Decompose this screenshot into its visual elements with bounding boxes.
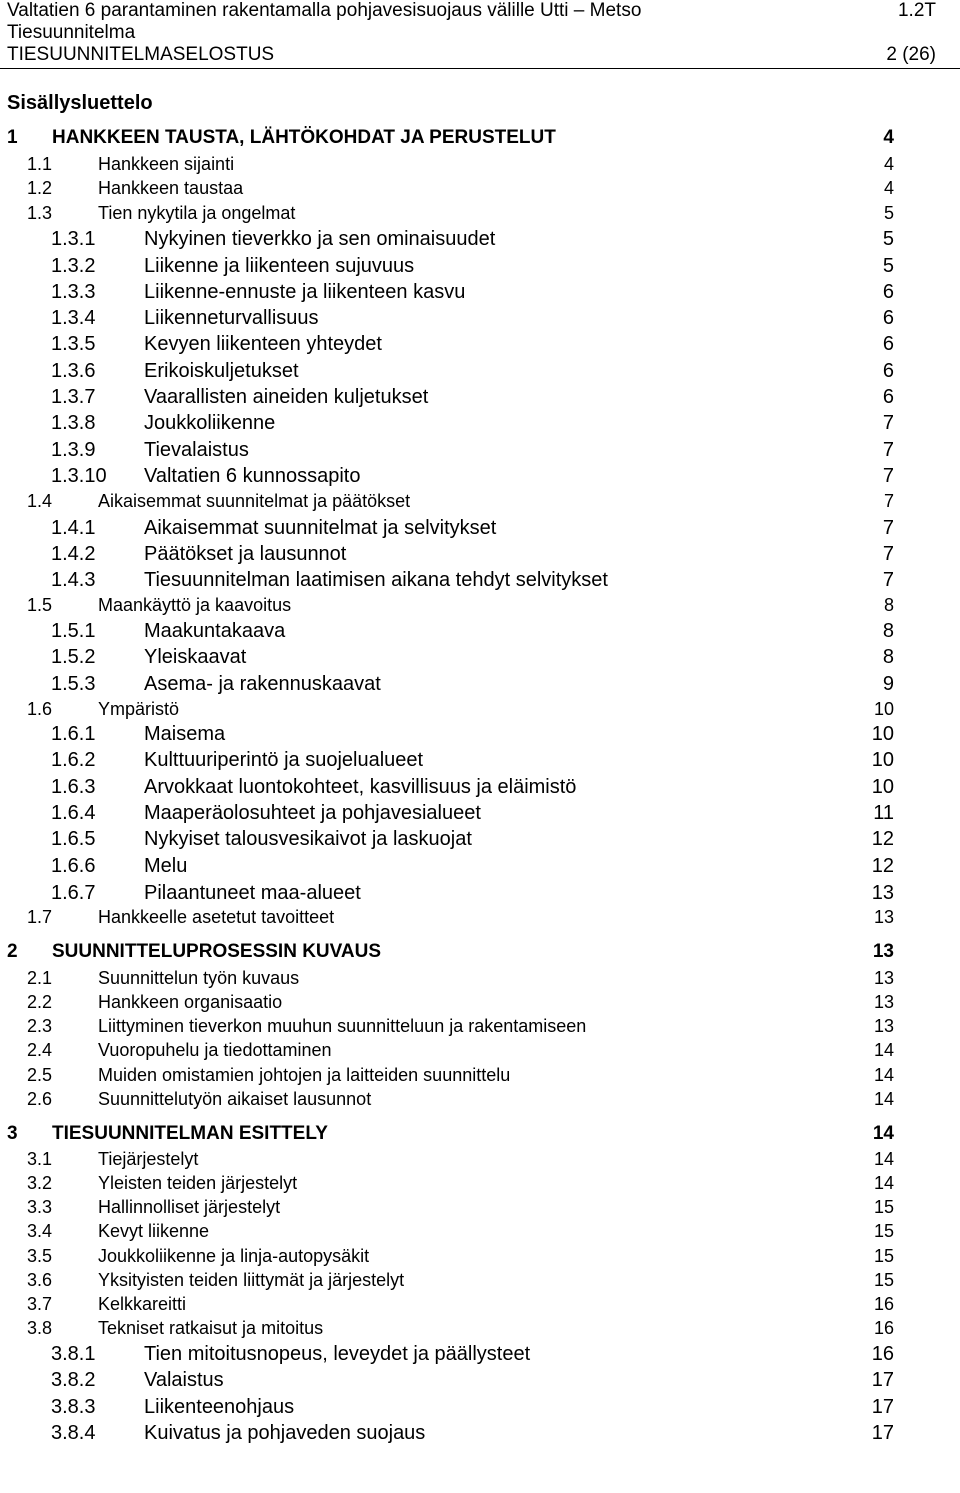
toc-number: 1.6.5 bbox=[51, 828, 96, 850]
toc-number: 3.3 bbox=[27, 1197, 53, 1217]
toc-title: Liikenteenohjaus bbox=[144, 1396, 295, 1418]
toc-number: 1.3.2 bbox=[51, 255, 96, 277]
toc-page: 8 bbox=[882, 646, 894, 668]
toc-number: 1.3.8 bbox=[51, 412, 96, 434]
toc-title: Hankkeelle asetetut tavoitteet bbox=[98, 907, 335, 927]
toc-number: 1.4.2 bbox=[51, 543, 96, 565]
toc-title: Tiesuunnitelman laatimisen aikana tehdyt selvitykset bbox=[144, 569, 608, 591]
toc-title: Ympäristö bbox=[98, 699, 180, 719]
toc-title: Hankkeen sijainti bbox=[98, 154, 235, 174]
toc-page: 6 bbox=[882, 307, 894, 329]
toc-page: 9 bbox=[882, 673, 894, 695]
toc-page: 10 bbox=[871, 776, 894, 798]
toc-title: Muiden omistamien johtojen ja laitteiden suunnittelu bbox=[98, 1065, 511, 1085]
toc-page: 5 bbox=[882, 228, 894, 250]
toc-number: 1.3.9 bbox=[51, 439, 96, 461]
toc-title: Tiejärjestelyt bbox=[98, 1149, 199, 1169]
toc-title: Vaarallisten aineiden kuljetukset bbox=[144, 386, 429, 408]
toc-title: Liikenneturvallisuus bbox=[144, 307, 319, 329]
toc-title: TIESUUNNITELMAN ESITTELY bbox=[52, 1123, 328, 1144]
toc-page: 14 bbox=[873, 1089, 894, 1109]
document-title: Valtatien 6 parantaminen rakentamalla pohjavesisuojaus välille Utti – Metso bbox=[7, 0, 642, 21]
toc-number: 3.6 bbox=[27, 1270, 53, 1290]
toc-page: 14 bbox=[873, 1149, 894, 1169]
toc-number: 2.3 bbox=[27, 1016, 53, 1036]
toc-title: Kulttuuriperintö ja suojelualueet bbox=[144, 749, 424, 771]
toc-title: Pilaantuneet maa-alueet bbox=[144, 882, 361, 904]
toc-number: 1.5.3 bbox=[51, 673, 96, 695]
toc-page: 7 bbox=[882, 517, 894, 539]
section-name: TIESUUNNITELMASELOSTUS bbox=[7, 44, 275, 65]
toc-title: Nykyiset talousvesikaivot ja laskuojat bbox=[144, 828, 472, 850]
toc-title: Tien mitoitusnopeus, leveydet ja päällysteet bbox=[144, 1343, 531, 1365]
toc-number: 3.5 bbox=[27, 1246, 53, 1266]
toc-title: HANKKEEN TAUSTA, LÄHTÖKOHDAT JA PERUSTELUT bbox=[52, 127, 556, 148]
toc-title: Kevyt liikenne bbox=[98, 1221, 210, 1241]
toc-number: 1.3.5 bbox=[51, 333, 96, 355]
toc-number: 2.4 bbox=[27, 1040, 53, 1060]
toc-page: 10 bbox=[871, 723, 894, 745]
toc-number: 3.8.3 bbox=[51, 1396, 96, 1418]
toc-number: 1 bbox=[7, 127, 18, 148]
toc-number: 1.1 bbox=[27, 154, 53, 174]
toc-title: Erikoiskuljetukset bbox=[144, 360, 299, 382]
toc-title: Liittyminen tieverkon muuhun suunnitteluun ja rakentamiseen bbox=[98, 1016, 587, 1036]
toc-page: 17 bbox=[871, 1396, 894, 1418]
toc-number: 1.6.2 bbox=[51, 749, 96, 771]
toc-page: 5 bbox=[883, 203, 894, 223]
toc-title: Melu bbox=[144, 855, 188, 877]
toc-number: 1.4 bbox=[27, 491, 53, 511]
toc-number: 1.6 bbox=[27, 699, 53, 719]
toc-number: 2 bbox=[7, 941, 18, 962]
toc-page: 17 bbox=[871, 1369, 894, 1391]
toc-title: Joukkoliikenne ja linja-autopysäkit bbox=[98, 1246, 370, 1266]
toc-title: Aikaisemmat suunnitelmat ja päätökset bbox=[98, 491, 411, 511]
toc-title: Hankkeen taustaa bbox=[98, 178, 244, 198]
toc-number: 2.5 bbox=[27, 1065, 53, 1085]
toc-title: Tekniset ratkaisut ja mitoitus bbox=[98, 1318, 324, 1338]
toc-page: 14 bbox=[872, 1123, 894, 1144]
toc-title: Kuivatus ja pohjaveden suojaus bbox=[144, 1422, 426, 1444]
toc-page: 16 bbox=[873, 1294, 894, 1314]
toc-number: 1.3.10 bbox=[51, 465, 107, 487]
toc-title: Vuoropuhelu ja tiedottaminen bbox=[98, 1040, 332, 1060]
toc-number: 1.5.2 bbox=[51, 646, 96, 668]
toc-number: 1.3.6 bbox=[51, 360, 96, 382]
toc-number: 2.6 bbox=[27, 1089, 53, 1109]
toc-title: Kevyen liikenteen yhteydet bbox=[144, 333, 382, 355]
toc-heading: Sisällysluettelo bbox=[7, 92, 153, 114]
toc-page: 16 bbox=[871, 1343, 894, 1365]
toc-title: Maankäyttö ja kaavoitus bbox=[98, 595, 292, 615]
toc-page: 4 bbox=[883, 154, 894, 174]
toc-page: 13 bbox=[873, 992, 894, 1012]
toc-page: 13 bbox=[873, 968, 894, 988]
toc-title: Tievalaistus bbox=[144, 439, 249, 461]
toc-title: Nykyinen tieverkko ja sen ominaisuudet bbox=[144, 228, 496, 250]
toc-title: Hankkeen organisaatio bbox=[98, 992, 283, 1012]
toc-page: 7 bbox=[883, 491, 894, 511]
toc-number: 3.7 bbox=[27, 1294, 53, 1314]
toc-page: 12 bbox=[871, 855, 894, 877]
toc-page: 13 bbox=[873, 907, 894, 927]
toc-title: Päätökset ja lausunnot bbox=[144, 543, 347, 565]
toc-number: 1.7 bbox=[27, 907, 53, 927]
toc-page: 8 bbox=[883, 595, 894, 615]
toc-title: Valtatien 6 kunnossapito bbox=[144, 465, 361, 487]
toc-number: 1.5.1 bbox=[51, 620, 96, 642]
toc-page: 4 bbox=[883, 178, 894, 198]
toc-title: Arvokkaat luontokohteet, kasvillisuus ja eläimistö bbox=[144, 776, 577, 798]
toc-number: 1.6.4 bbox=[51, 802, 96, 824]
toc-page: 13 bbox=[871, 882, 894, 904]
toc-page: 14 bbox=[873, 1065, 894, 1085]
toc-page: 7 bbox=[882, 569, 894, 591]
toc-number: 3.1 bbox=[27, 1149, 53, 1169]
toc-number: 3.8.2 bbox=[51, 1369, 96, 1391]
toc-page: 12 bbox=[871, 828, 894, 850]
toc-title: Liikenne ja liikenteen sujuvuus bbox=[144, 255, 415, 277]
toc-number: 3 bbox=[7, 1123, 18, 1144]
toc-number: 1.5 bbox=[27, 595, 53, 615]
toc-page: 14 bbox=[873, 1173, 894, 1193]
toc-title: Joukkoliikenne bbox=[144, 412, 276, 434]
toc-page: 17 bbox=[871, 1422, 894, 1444]
toc-number: 3.8 bbox=[27, 1318, 53, 1338]
toc-title: Yleiskaavat bbox=[144, 646, 247, 668]
toc-page: 7 bbox=[882, 543, 894, 565]
toc-number: 1.4.3 bbox=[51, 569, 96, 591]
toc-number: 1.3.3 bbox=[51, 281, 96, 303]
toc-page: 6 bbox=[882, 281, 894, 303]
toc-page: 5 bbox=[882, 255, 894, 277]
toc-number: 2.1 bbox=[27, 968, 53, 988]
toc-number: 3.8.1 bbox=[51, 1343, 96, 1365]
toc-page: 15 bbox=[873, 1246, 894, 1266]
toc-page: 13 bbox=[872, 941, 894, 962]
toc-page: 10 bbox=[871, 749, 894, 771]
toc-page: 6 bbox=[882, 360, 894, 382]
toc-title: Maisema bbox=[144, 723, 226, 745]
toc-number: 1.6.7 bbox=[51, 882, 96, 904]
toc-number: 1.6.6 bbox=[51, 855, 96, 877]
toc-title: Valaistus bbox=[144, 1369, 224, 1391]
toc-title: Asema- ja rakennuskaavat bbox=[144, 673, 381, 695]
toc-page: 16 bbox=[873, 1318, 894, 1338]
toc-page: 7 bbox=[882, 412, 894, 434]
toc-page: 15 bbox=[873, 1270, 894, 1290]
document-code: 1.2T bbox=[897, 0, 936, 21]
toc-number: 3.8.4 bbox=[51, 1422, 96, 1444]
toc-page: 7 bbox=[882, 439, 894, 461]
toc-page: 14 bbox=[873, 1040, 894, 1060]
toc-number: 1.4.1 bbox=[51, 517, 96, 539]
toc-title: Yleisten teiden järjestelyt bbox=[98, 1173, 298, 1193]
toc-page: 6 bbox=[882, 333, 894, 355]
toc-title: Maaperäolosuhteet ja pohjavesialueet bbox=[144, 802, 481, 824]
toc-number: 3.2 bbox=[27, 1173, 53, 1193]
document-type: Tiesuunnitelma bbox=[7, 22, 136, 43]
toc-title: Yksityisten teiden liittymät ja järjestelyt bbox=[98, 1270, 405, 1290]
toc-title: Tien nykytila ja ongelmat bbox=[98, 203, 296, 223]
toc-number: 1.2 bbox=[27, 178, 53, 198]
toc-title: SUUNNITTELUPROSESSIN KUVAUS bbox=[52, 941, 382, 962]
toc-title: Hallinnolliset järjestelyt bbox=[98, 1197, 281, 1217]
toc-number: 1.6.3 bbox=[51, 776, 96, 798]
toc-page: 4 bbox=[883, 127, 894, 148]
toc-page: 15 bbox=[873, 1221, 894, 1241]
toc-page: 15 bbox=[873, 1197, 894, 1217]
toc-page: 7 bbox=[882, 465, 894, 487]
page-number: 2 (26) bbox=[886, 44, 936, 65]
toc-number: 1.6.1 bbox=[51, 723, 96, 745]
toc-page: 6 bbox=[882, 386, 894, 408]
toc-number: 1.3.4 bbox=[51, 307, 96, 329]
toc-number: 1.3.7 bbox=[51, 386, 96, 408]
toc-number: 1.3.1 bbox=[51, 228, 96, 250]
toc-page: 13 bbox=[873, 1016, 894, 1036]
toc-title: Kelkkareitti bbox=[98, 1294, 187, 1314]
toc-number: 2.2 bbox=[27, 992, 53, 1012]
toc-page: 8 bbox=[882, 620, 894, 642]
toc-title: Aikaisemmat suunnitelmat ja selvitykset bbox=[144, 517, 497, 539]
toc-title: Liikenne-ennuste ja liikenteen kasvu bbox=[144, 281, 466, 303]
toc-page: 10 bbox=[873, 699, 894, 719]
toc-number: 1.3 bbox=[27, 203, 53, 223]
toc-title: Suunnittelutyön aikaiset lausunnot bbox=[98, 1089, 372, 1109]
toc-number: 3.4 bbox=[27, 1221, 53, 1241]
toc-title: Maakuntakaava bbox=[144, 620, 286, 642]
toc-page: 11 bbox=[873, 802, 894, 824]
toc-title: Suunnittelun työn kuvaus bbox=[98, 968, 300, 988]
